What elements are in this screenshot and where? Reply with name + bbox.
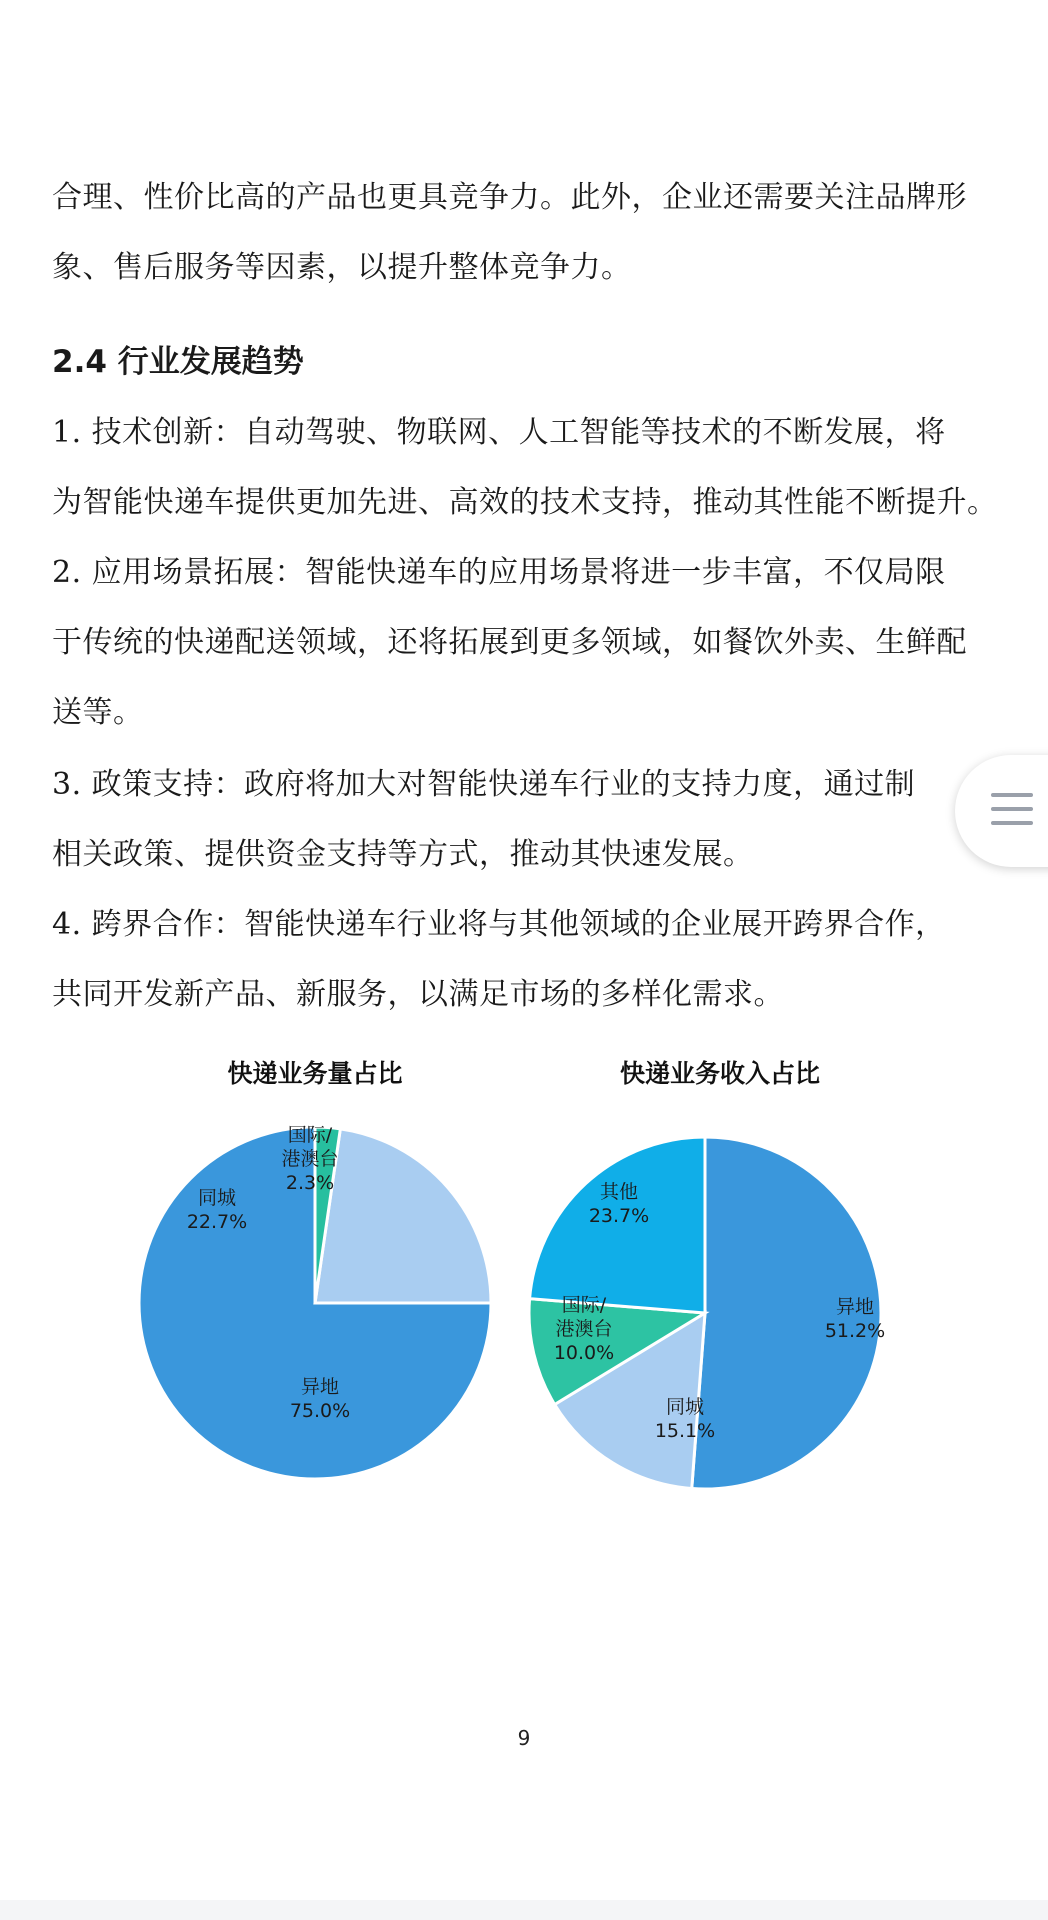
paragraph-line: 象、售后服务等因素，以提升整体竞争力。 <box>52 250 632 285</box>
slice-category-label: 国际/ <box>561 1294 607 1316</box>
slice-value-label: 51.2% <box>824 1320 886 1342</box>
pie-charts-figure <box>80 1025 980 1545</box>
slice-category-label: 国际/ <box>287 1124 333 1146</box>
slice-value-label: 10.0% <box>553 1342 615 1364</box>
menu-icon <box>991 821 1033 825</box>
chart-volume <box>139 1059 491 1479</box>
list-item-line: 3. 政策支持：政府将加大对智能快递车行业的支持力度，通过制 <box>52 767 916 802</box>
slice-category-label: 异地 <box>835 1296 875 1318</box>
chart-revenue <box>529 1059 885 1489</box>
menu-icon <box>991 793 1033 797</box>
list-item-line: 于传统的快递配送领域，还将拓展到更多领域，如餐饮外卖、生鲜配 <box>52 625 967 660</box>
side-menu-tab[interactable] <box>955 755 1048 867</box>
slice-category-label: 港澳台 <box>281 1148 339 1170</box>
list-item-line: 相关政策、提供资金支持等方式，推动其快速发展。 <box>52 837 754 872</box>
list-item-line: 为智能快递车提供更加先进、高效的技术支持，推动其性能不断提升。 <box>52 485 998 520</box>
slice-category-label: 同城 <box>665 1396 705 1418</box>
section-heading: 2.4 行业发展趋势 <box>52 344 304 380</box>
slice-value-label: 75.0% <box>289 1400 351 1422</box>
slice-value-label: 22.7% <box>186 1211 248 1233</box>
pie-charts-svg <box>80 1025 980 1545</box>
slice-value-label: 23.7% <box>588 1205 650 1227</box>
list-item-line: 共同开发新产品、新服务，以满足市场的多样化需求。 <box>52 977 784 1012</box>
slice-category-label: 港澳台 <box>555 1318 613 1340</box>
bottom-bar <box>0 1900 1048 1920</box>
slice-value-label: 2.3% <box>285 1172 335 1194</box>
slice-category-label: 其他 <box>599 1181 639 1203</box>
list-item-line: 送等。 <box>52 695 144 730</box>
paragraph-line: 合理、性价比高的产品也更具竞争力。此外，企业还需要关注品牌形 <box>52 180 967 215</box>
list-item-line: 1. 技术创新：自动驾驶、物联网、人工智能等技术的不断发展，将 <box>52 415 946 450</box>
pie-slice <box>315 1129 491 1303</box>
slice-category-label: 异地 <box>300 1376 340 1398</box>
menu-icon <box>991 807 1033 811</box>
slice-value-label: 15.1% <box>654 1420 716 1442</box>
page-number: 9 <box>517 1726 531 1750</box>
chart-title: 快递业务量占比 <box>227 1059 403 1088</box>
chart-title: 快递业务收入占比 <box>619 1059 821 1088</box>
slice-category-label: 同城 <box>197 1187 237 1209</box>
list-item-line: 2. 应用场景拓展：智能快递车的应用场景将进一步丰富，不仅局限 <box>52 555 946 590</box>
list-item-line: 4. 跨界合作：智能快递车行业将与其他领域的企业展开跨界合作， <box>52 907 946 942</box>
